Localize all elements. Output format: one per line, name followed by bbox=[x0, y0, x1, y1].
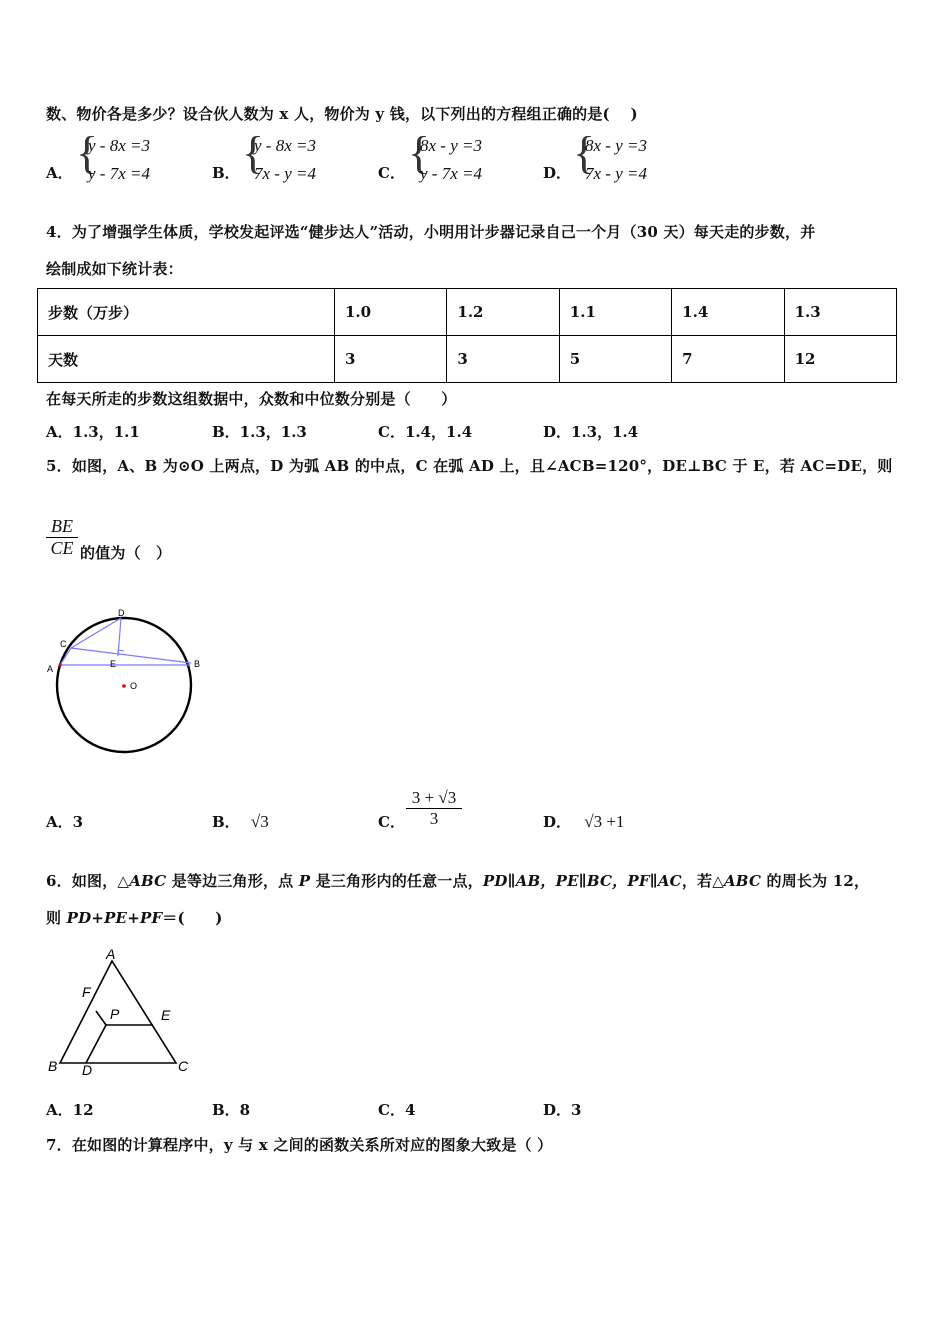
table-cell: 5 bbox=[559, 336, 671, 383]
text-run: ＝( ) bbox=[162, 909, 223, 927]
q4-stem-line1: 4．为了增强学生体质，学校发起评选“健步达人”活动，小明用计步器记录自己一个月（30 天）每天走的步数，并 bbox=[46, 223, 816, 241]
table-cell: 1.3 bbox=[784, 289, 896, 336]
q3-c-eq1: 8x - y =3 bbox=[420, 136, 482, 155]
q4-option-b: B．1.3，1.3 bbox=[212, 423, 307, 441]
table-cell: 3 bbox=[447, 336, 559, 383]
text-run: 的周长为 12， bbox=[761, 872, 870, 890]
q3-stem: 数、物价各是多少？设合伙人数为 x 人，物价为 y 钱，以下列出的方程组正确的是( ) bbox=[46, 105, 638, 123]
segment-pf bbox=[96, 1011, 106, 1025]
q5-stem-line2: 的值为（ ） bbox=[80, 544, 172, 562]
q6-triangle-figure bbox=[44, 945, 204, 1080]
q3-a-eq1: y - 8x =3 bbox=[88, 136, 150, 155]
label-e: E bbox=[110, 659, 117, 669]
label-c: C bbox=[178, 1058, 189, 1074]
q3-option-a-label: A． bbox=[46, 164, 73, 182]
text-run: PD∥AB，PE∥BC，PF∥AC bbox=[482, 872, 682, 890]
label-o: O bbox=[130, 681, 138, 691]
fraction-denominator: CE bbox=[50, 538, 74, 558]
q5-option-c-label: C． bbox=[378, 813, 405, 831]
label-a: A bbox=[106, 946, 116, 962]
q3-d-eq1: 8x - y =3 bbox=[585, 136, 647, 155]
q5-option-a bbox=[46, 811, 83, 832]
q6-option-d: D．3 bbox=[543, 1101, 582, 1119]
q3-option-c-system: { 8x - y =3 y - 7x =4 bbox=[408, 127, 482, 183]
fraction-numerator: BE bbox=[46, 516, 78, 538]
table-cell: 1.1 bbox=[559, 289, 671, 336]
text-run: ，若△ bbox=[681, 872, 724, 890]
q5-stem-line1: 5．如图，A、B 为⊙O 上两点，D 为弧 AB 的中点，C 在弧 AD 上，且∠ACB=120°，DE⊥BC 于 E，若 AC=DE，则 bbox=[46, 457, 893, 475]
q3-b-eq2: 7x - y =4 bbox=[254, 164, 316, 183]
label-a: A bbox=[47, 664, 54, 674]
q3-option-c-label: C． bbox=[378, 164, 405, 182]
q5-ratio-fraction bbox=[46, 516, 78, 559]
center-point-o bbox=[122, 684, 126, 688]
q5-option-b bbox=[212, 811, 269, 832]
text-run: PD+PE+PF bbox=[66, 909, 163, 927]
text-run: 是三角形内的任意一点， bbox=[310, 872, 483, 890]
label-c: C bbox=[60, 639, 67, 649]
q4-question: 在每天所走的步数这组数据中，众数和中位数分别是（ ） bbox=[46, 390, 457, 408]
q3-option-d-system: { 8x - y =3 7x - y =4 bbox=[573, 127, 647, 183]
q4-stem-line2: 绘制成如下统计表： bbox=[46, 260, 183, 278]
option-value: √3 bbox=[250, 812, 269, 831]
table-cell: 12 bbox=[784, 336, 896, 383]
text-run: ABC bbox=[723, 872, 762, 890]
fraction-numerator: 3 + √3 bbox=[406, 788, 462, 809]
segment-pd bbox=[86, 1025, 106, 1063]
label-e: E bbox=[161, 1007, 171, 1023]
q5-option-c-fraction bbox=[406, 788, 462, 829]
option-label: A． bbox=[46, 813, 73, 831]
label-d: D bbox=[82, 1062, 93, 1078]
label-d: D bbox=[118, 608, 125, 618]
steps-table bbox=[37, 288, 897, 383]
q3-b-eq1: y - 8x =3 bbox=[254, 136, 316, 155]
label-p: P bbox=[110, 1006, 120, 1022]
q6-option-b: B．8 bbox=[212, 1101, 251, 1119]
table-cell: 3 bbox=[335, 336, 447, 383]
table-cell: 7 bbox=[672, 336, 784, 383]
label-b: B bbox=[48, 1058, 58, 1074]
q7-stem: 7．在如图的计算程序中，y 与 x 之间的函数关系所对应的图象大致是（ ） bbox=[46, 1136, 553, 1154]
q6-stem-line2 bbox=[46, 907, 223, 928]
text-run: 则 bbox=[46, 909, 67, 927]
q5-option-d bbox=[543, 811, 624, 832]
chord-cb bbox=[71, 648, 191, 663]
q4-option-a: A．1.3，1.1 bbox=[46, 423, 140, 441]
option-value: √3 +1 bbox=[584, 812, 625, 831]
q4-option-c: C．1.4，1.4 bbox=[378, 423, 473, 441]
q3-a-eq2: y - 7x =4 bbox=[88, 164, 150, 183]
q3-option-d-label: D． bbox=[543, 164, 572, 182]
q5-circle-figure bbox=[44, 605, 214, 765]
text-run: ABC bbox=[129, 872, 167, 890]
table-cell: 1.0 bbox=[335, 289, 447, 336]
point-a bbox=[59, 664, 62, 667]
table-cell: 1.2 bbox=[447, 289, 559, 336]
text-run: 6．如图，△ bbox=[46, 872, 130, 890]
table-cell: 1.4 bbox=[672, 289, 784, 336]
table-row bbox=[38, 289, 897, 336]
q3-option-b-label: B． bbox=[212, 164, 240, 182]
table-cell: 天数 bbox=[38, 336, 335, 383]
q3-c-eq2: y - 7x =4 bbox=[420, 164, 482, 183]
text-run: 是等边三角形，点 bbox=[166, 872, 299, 890]
table-row bbox=[38, 336, 897, 383]
q6-option-a: A．12 bbox=[46, 1101, 94, 1119]
option-label: D． bbox=[543, 813, 572, 831]
label-b: B bbox=[194, 659, 201, 669]
q6-stem-line1 bbox=[46, 870, 869, 891]
q3-d-eq2: 7x - y =4 bbox=[585, 164, 647, 183]
q4-option-d: D．1.3，1.4 bbox=[543, 423, 639, 441]
fraction-denominator: 3 bbox=[429, 809, 439, 828]
segment-dc bbox=[71, 618, 121, 648]
table-cell: 步数（万步） bbox=[38, 289, 335, 336]
label-f: F bbox=[82, 984, 91, 1000]
q3-option-a-system: { y - 8x =3 y - 7x =4 bbox=[76, 127, 150, 183]
option-label: B． bbox=[212, 813, 240, 831]
option-value: 3 bbox=[72, 813, 84, 831]
q6-option-c: C．4 bbox=[378, 1101, 416, 1119]
text-run: P bbox=[298, 872, 311, 890]
q3-option-b-system: { y - 8x =3 7x - y =4 bbox=[242, 127, 316, 183]
